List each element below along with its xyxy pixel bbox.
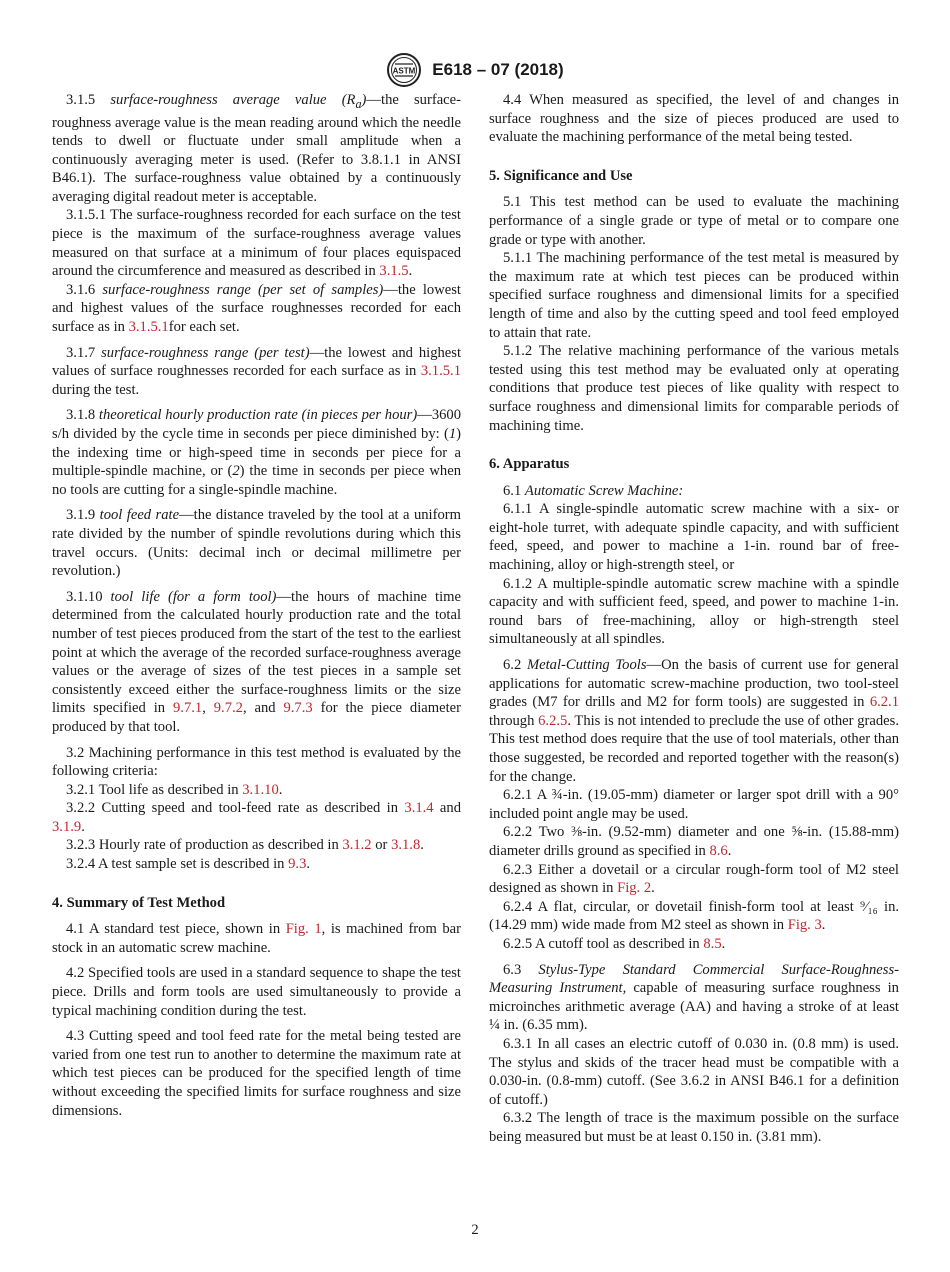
- page-number: 2: [471, 1222, 479, 1238]
- ref-link[interactable]: 9.7.1: [173, 700, 203, 717]
- section-6-3: 6.3 Stylus-Type Standard Commercial Surface-Roughness-Measuring Instrument, capable of measuring surface roughness in microinches arithmetic average (AA) and having a stroke of at least ¼ in. (6.35 mm).: [489, 961, 899, 1034]
- section-6-heading: 6. Apparatus: [489, 456, 570, 473]
- section-4-3: 4.3 Cutting speed and tool feed rate for the metal being tested are varied from one test run to another to determine the maximum rate at which test pieces can be produced for the specified length of time without exceeding the specified limits for surface roughness and size dimensions.: [52, 1028, 461, 1119]
- section-4-1: 4.1 A standard test piece, shown in Fig. 1, is machined from bar stock in an automatic screw machine.: [52, 921, 462, 956]
- ref-link[interactable]: Fig. 1: [285, 921, 322, 938]
- right-column: [489, 91, 899, 1146]
- section-3-2: 3.2 Machining performance in this test method is evaluated by the following criteria:: [52, 744, 461, 780]
- section-5-1: 5.1 This test method can be used to evaluate the machining performance of a single grade or type of metal or to compare one grade or type with another.: [489, 194, 899, 248]
- section-3-2-2: 3.2.2 Cutting speed and tool-feed rate as described in 3.1.4 and 3.1.9.: [52, 800, 461, 835]
- section-6-3-1: 6.3.1 In all cases an electric cutoff of 0.030 in. (0.8 mm) is used. The stylus and skids of the tracer head must be compatible with a 0.030-in. (0.8-mm) cutoff. (See 3.6.2 in ANSI B46.1 for a definition of cutoff.): [489, 1035, 899, 1108]
- ref-link[interactable]: 9.3: [288, 856, 307, 873]
- ref-link[interactable]: 3.1.2: [342, 837, 372, 854]
- section-6-2: 6.2 Metal-Cutting Tools—On the basis of current use for general applications for automatic screw-machine production, two tool-steel grades (M7 for drills and M2 for form tools) are suggested in 6.2.1 through 6.2.5. This is not intended to preclude the use of other grades. This test method does require that the use of tool materials, other than those suggested, be recorded and reported together with the reason(s) for the change.: [489, 657, 899, 785]
- ref-link[interactable]: 3.1.5.1: [420, 363, 461, 380]
- section-6-2-4: 6.2.4 A flat, circular, or dovetail finish-form tool at least ⁹⁄₁₆ in. (14.29 mm) wide made from M2 steel as shown in Fig. 3.: [489, 898, 900, 934]
- ref-link[interactable]: Fig. 3: [787, 917, 822, 934]
- section-6-2-3: 6.2.3 Either a dovetail or a circular rough-form tool of M2 steel designed as shown in Fig. 2.: [489, 861, 899, 897]
- section-3-1-9: 3.1.9 tool feed rate—the distance traveled by the tool at a uniform rate divided by the number of spindle revolutions during which this travel occurs. (Units: decimal inch or decimal millimetre per revolution.): [52, 507, 461, 580]
- ref-link[interactable]: 8.6: [709, 842, 728, 859]
- ref-link[interactable]: 3.1.5.1: [128, 319, 169, 336]
- section-3-2-4: 3.2.4 A test sample set is described in 9.3.: [66, 856, 311, 873]
- ref-link[interactable]: 3.1.5: [379, 263, 409, 280]
- section-6-2-1: 6.2.1 A ¾-in. (19.05-mm) diameter or larger spot drill with a 90° included point angle may be used.: [489, 787, 899, 822]
- ref-link[interactable]: 9.7.3: [283, 700, 313, 717]
- section-5-1-1: 5.1.1 The machining performance of the test metal is measured by the maximum rate at which test pieces can be produced within specified surface roughness and dimensional limits for a specified length of time and also by the cutting speed and tool feed employed to attain that rate.: [489, 250, 899, 341]
- section-5-heading: 5. Significance and Use: [489, 167, 633, 184]
- section-6-3-2: 6.3.2 The length of trace is the maximum possible on the surface being measured but must be at least 0.150 in. (3.81 mm).: [489, 1110, 899, 1145]
- section-3-2-3: 3.2.3 Hourly rate of production as described in 3.1.2 or 3.1.8.: [66, 837, 424, 854]
- astm-logo-icon: [386, 52, 422, 88]
- section-3-1-10: 3.1.10 tool life (for a form tool)—the hours of machine time determined from the calculated hourly production rate and the total number of test pieces produced from the start of the test to the earliest point at which the average of the recorded surface-roughness average values or the average of sizes of the test pieces in a sample set consistently exceed either the surface-roughness limits or the size limits specified in 9.7.1, 9.7.2, and 9.7.3 for the piece diameter produced by that tool.: [52, 588, 461, 735]
- section-3-1-5: 3.1.5 surface-roughness average value $(R_a)—the$ surface-roughness average value is the mean reading around which the needle tends to dwell or fluctuate under small amplitude when a continuously averaging meter is used. (Refer to 3.8.1.1 in ANSI B46.1). The surface-roughness value obtained by a continuously averaging digital readout meter is acceptable.: [52, 92, 461, 205]
- section-6-2-5: 6.2.5 A cutoff tool as described in 8.5.: [503, 935, 726, 952]
- ref-link[interactable]: 3.1.9: [52, 818, 82, 835]
- section-3-1-5-1: 3.1.5.1 The surface-roughness recorded for each surface on the test piece is the maximum of the surface-roughness average values measured on that surface at a minimum of four places equispaced around the circumference and measured as described in 3.1.5.: [52, 207, 461, 280]
- section-3-1-7: 3.1.7 surface-roughness range (per test)—the lowest and highest values of surface roughnesses recorded for each surface as in 3.1.5.1 during the test.: [52, 344, 462, 398]
- ref-link[interactable]: 3.1.8: [391, 837, 421, 854]
- section-3-1-8: 3.1.8 theoretical hourly production rate (in pieces per hour)—3600 s/h divided by the cycle time in seconds per piece diminished by: (1) the indexing time or high-speed time in seconds per piece for a multiple-spindle machine, or (2) the time in seconds per piece when no tools are cutting for a single-spindle machine.: [52, 407, 461, 498]
- section-4-2: 4.2 Specified tools are used in a standard sequence to shape the test piece. Drills and form tools are used simultaneously to provide a typical machining condition during the test.: [52, 965, 461, 1019]
- ref-link[interactable]: Fig. 2: [617, 880, 652, 897]
- standard-designation: E618 – 07 (2018): [432, 60, 564, 79]
- section-4-4: 4.4 When measured as specified, the level of and changes in surface roughness and the size of pieces produced are used to evaluate the machining performance of the metal being tested.: [489, 92, 899, 146]
- ref-link[interactable]: 6.2.5: [538, 712, 568, 729]
- page-header: [0, 52, 950, 88]
- ref-link[interactable]: 9.7.2: [213, 700, 243, 717]
- section-3-2-1: 3.2.1 Tool life as described in 3.1.10.: [66, 781, 283, 798]
- astm-logo-text: ASTM: [392, 66, 416, 76]
- ref-link[interactable]: 3.1.4: [404, 800, 434, 817]
- section-4-heading: 4. Summary of Test Method: [52, 894, 226, 911]
- ref-link[interactable]: 3.1.10: [242, 781, 279, 798]
- ref-link[interactable]: 8.5: [703, 935, 722, 952]
- section-6-2-2: 6.2.2 Two ⅜-in. (9.52-mm) diameter and one ⅝-in. (15.88-mm) diameter drills ground as specified in 8.6.: [489, 824, 899, 859]
- section-6-1-2: 6.1.2 A multiple-spindle automatic screw machine with a spindle capacity and with sufficient feed, speed, and power to machine 1-in. round bars of free-machining, alloy or high-strength steel simultaneously at all spindles.: [489, 575, 899, 648]
- left-column: [52, 91, 461, 1120]
- section-6-1-1: 6.1.1 A single-spindle automatic screw machine with a six- or eight-hole turret, with adequate spindle capacity, and with sufficient feed, speed, and power to machine a 1-in. round bar of free-machining, alloy or high-strength steel, or: [489, 501, 899, 574]
- section-5-1-2: 5.1.2 The relative machining performance of the various metals tested using this test method may be evaluated only at operating conditions that produce test pieces of like quality with respect to surface roughness and dimensional limits for comparable periods of machining time.: [489, 343, 900, 434]
- ref-link[interactable]: 6.2.1: [869, 694, 899, 711]
- section-3-1-6: 3.1.6 surface-roughness range (per set of samples)—the lowest and highest values of the surface roughnesses recorded for each surface as in 3.1.5.1for each set.: [52, 281, 461, 336]
- section-6-1: 6.1 Automatic Screw Machine:: [503, 482, 684, 499]
